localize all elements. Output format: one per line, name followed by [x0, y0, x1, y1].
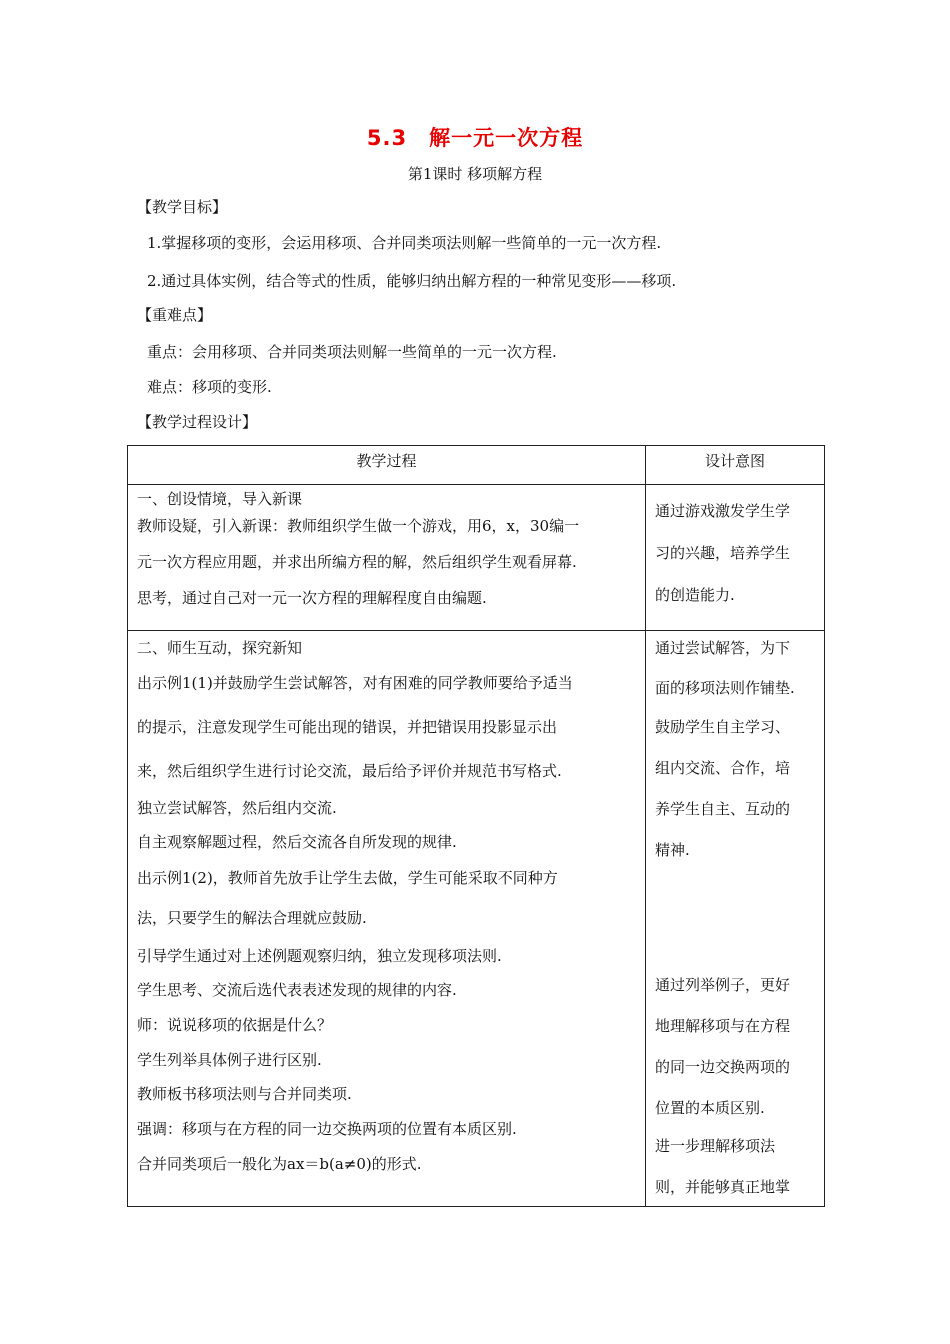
process-line: 思考，通过自己对一元一次方程的理解程度自由编题. [137, 589, 487, 607]
process-line: 出示例1(1)并鼓励学生尝试解答，对有困难的同学教师要给予适当 [137, 674, 573, 692]
process-line: 合并同类项后一般化为ax＝b(a≠0)的形式. [137, 1155, 422, 1173]
process-line: 引导学生通过对上述例题观察归纳，独立发现移项法则. [137, 947, 502, 965]
process-line: 独立尝试解答，然后组内交流. [137, 799, 337, 817]
difficult-point: 难点：移项的变形. [147, 378, 272, 396]
intent-line: 位置的本质区别. [655, 1099, 765, 1117]
intent-line: 通过游戏激发学生学 [655, 502, 791, 520]
intent-line: 的同一边交换两项的 [655, 1058, 791, 1076]
intent-line: 通过尝试解答，为下 [655, 639, 791, 657]
intent-line: 则，并能够真正地掌 [655, 1178, 791, 1196]
key-point: 重点：会用移项、合并同类项法则解一些简单的一元一次方程. [147, 343, 557, 361]
header-intent: 设计意图 [646, 446, 825, 485]
process-line: 一、创设情境，导入新课 [137, 490, 303, 508]
intent-cell [646, 631, 825, 1207]
process-line: 的提示，注意发现学生可能出现的错误，并把错误用投影显示出 [137, 718, 558, 736]
intent-line: 养学生自主、互动的 [655, 800, 791, 818]
table-row [128, 485, 825, 631]
intent-line: 进一步理解移项法 [655, 1137, 776, 1155]
document-title: 5.3 解一元一次方程 [366, 126, 584, 150]
process-line: 元一次方程应用题，并求出所编方程的解，然后组织学生观看屏幕. [137, 553, 577, 571]
intent-line: 习的兴趣，培养学生 [655, 544, 791, 562]
process-line: 师：说说移项的依据是什么？ [137, 1016, 333, 1034]
goal-item-1: 1.掌握移项的变形，会运用移项、合并同类项法则解一些简单的一元一次方程. [147, 234, 662, 252]
lesson-subtitle: 第1课时 移项解方程 [407, 165, 543, 183]
section-heading-key-points: 【重难点】 [137, 306, 213, 324]
process-line: 教师设疑，引入新课：教师组织学生做一个游戏，用6，x，30编一 [137, 517, 580, 535]
table-row [128, 631, 825, 1207]
process-line: 教师板书移项法则与合并同类项. [137, 1085, 352, 1103]
intent-line: 组内交流、合作，培 [655, 759, 791, 777]
intent-line: 鼓励学生自主学习、 [655, 718, 791, 736]
intent-line: 精神. [655, 841, 690, 859]
process-line: 强调：移项与在方程的同一边交换两项的位置有本质区别. [137, 1120, 517, 1138]
process-line: 学生思考、交流后选代表表述发现的规律的内容. [137, 981, 457, 999]
process-line: 法，只要学生的解法合理就应鼓励. [137, 909, 367, 927]
section-heading-process: 【教学过程设计】 [137, 413, 258, 431]
section-heading-goals: 【教学目标】 [137, 198, 228, 216]
intent-line: 面的移项法则作铺垫. [655, 679, 795, 697]
header-process: 教学过程 [128, 446, 646, 485]
process-line: 自主观察解题过程，然后交流各自所发现的规律. [137, 833, 457, 851]
process-line: 学生列举具体例子进行区别. [137, 1051, 322, 1069]
intent-line: 的创造能力. [655, 586, 735, 604]
process-line: 来，然后组织学生进行讨论交流，最后给予评价并规范书写格式. [137, 762, 562, 780]
intent-line: 地理解移项与在方程 [655, 1017, 791, 1035]
intent-line: 通过列举例子，更好 [655, 976, 791, 994]
table-header-row [128, 446, 825, 485]
process-cell [128, 485, 646, 631]
process-line: 二、师生互动，探究新知 [137, 639, 303, 657]
process-cell [128, 631, 646, 1207]
process-line: 出示例1(2)，教师首先放手让学生去做，学生可能采取不同种方 [137, 869, 558, 887]
goal-item-2: 2.通过具体实例，结合等式的性质，能够归纳出解方程的一种常见变形——移项. [147, 272, 677, 290]
lesson-plan-table [127, 445, 825, 1207]
intent-cell [646, 485, 825, 631]
